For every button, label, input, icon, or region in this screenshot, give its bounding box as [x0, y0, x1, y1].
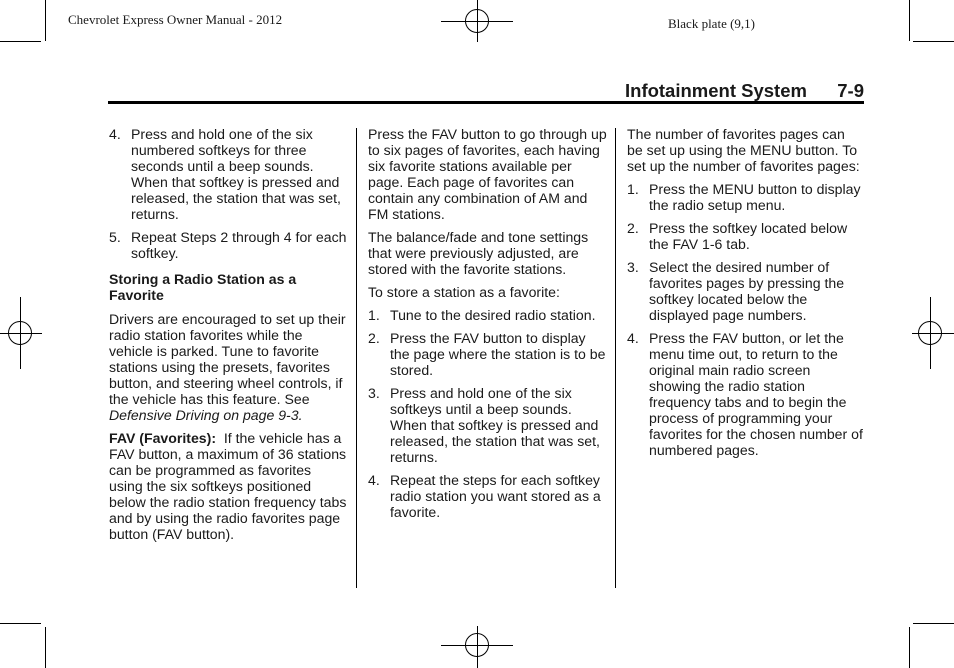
item-text: Select the desired number of favorites pages by pressing the softkey located below the displayed page numbers. [649, 259, 845, 323]
list-item [627, 181, 863, 213]
manual-title: Chevrolet Express Owner Manual - 2012 [68, 12, 283, 27]
paragraph-text: If the vehicle has a FAV button, a maximum of 36 stations can be programmed as favorites using the six softkeys positioned below the radio station frequency tabs and by using the radio favorites page button (FAV button). [109, 430, 347, 542]
item-number: 1. [368, 307, 380, 323]
section-title: Infotainment System [625, 80, 807, 101]
list-item [368, 385, 608, 465]
page-number: 7-9 [837, 80, 864, 101]
item-number: 2. [627, 220, 639, 236]
list-item [368, 330, 608, 378]
item-number: 4. [109, 126, 121, 142]
subheading: Storing a Radio Station as a Favorite [109, 271, 297, 303]
item-number: 2. [368, 330, 380, 346]
item-text: Press the softkey located below the FAV 1-6 tab. [649, 220, 848, 252]
item-text: Press the MENU button to display the radio setup menu. [649, 181, 861, 213]
column-divider [615, 128, 616, 588]
list-item [109, 126, 347, 222]
list-item [627, 220, 863, 252]
paragraph: The balance/fade and tone settings that were previously adjusted, are stored with the favorite stations. [368, 229, 589, 277]
item-text: Press the FAV button to display the page where the station is to be stored. [390, 330, 606, 378]
list-item [368, 472, 608, 520]
list-item [627, 259, 863, 323]
item-text: Press and hold one of the six softkeys until a beep sounds. When that softkey is pressed and released, the station that was set, returns. [390, 385, 600, 465]
paragraph [109, 311, 347, 423]
item-number: 4. [368, 472, 380, 488]
item-text: Tune to the desired radio station. [390, 307, 596, 323]
paragraph: The number of favorites pages can be set up using the MENU button. To set up the number of favorites pages: [627, 126, 860, 174]
paragraph-text: Drivers are encouraged to set up their radio station favorites while the vehicle is parked. Tune to favorite stations using the presets, favorites button, and steering wheel controls, if the vehicle has this feature. See [109, 311, 346, 407]
item-number: 3. [368, 385, 380, 401]
term-label: FAV (Favorites): [109, 430, 217, 446]
item-text: Repeat the steps for each softkey radio station you want stored as a favorite. [390, 472, 601, 520]
column-3 [627, 126, 863, 465]
column-1 [109, 126, 347, 549]
cross-reference: Defensive Driving on page 9-3. [109, 407, 303, 423]
item-number: 4. [627, 330, 639, 346]
list-item [627, 330, 863, 458]
item-text: Press and hold one of the six numbered softkeys for three seconds until a beep sounds. When that softkey is pressed and released, the station that was set, returns. [131, 126, 341, 222]
plate-label: Black plate (9,1) [668, 16, 755, 31]
list-item [109, 229, 347, 261]
item-text: Press the FAV button, or let the menu time out, to return to the original main radio screen showing the radio station frequency tabs and to begin the process of programming your favorites for the chosen number of numbered pages. [649, 330, 863, 458]
item-number: 3. [627, 259, 639, 275]
paragraph [109, 430, 347, 542]
paragraph: Press the FAV button to go through up to six pages of favorites, each having six favorite stations available per page. Each page of favorites can contain any combination of AM and FM stations. [368, 126, 607, 222]
column-divider [356, 128, 357, 588]
item-number: 5. [109, 229, 121, 245]
paragraph: To store a station as a favorite: [368, 284, 560, 300]
column-2 [368, 126, 608, 527]
item-number: 1. [627, 181, 639, 197]
list-item [368, 307, 608, 323]
item-text: Repeat Steps 2 through 4 for each softkey. [131, 229, 347, 261]
header-rule [108, 101, 864, 104]
